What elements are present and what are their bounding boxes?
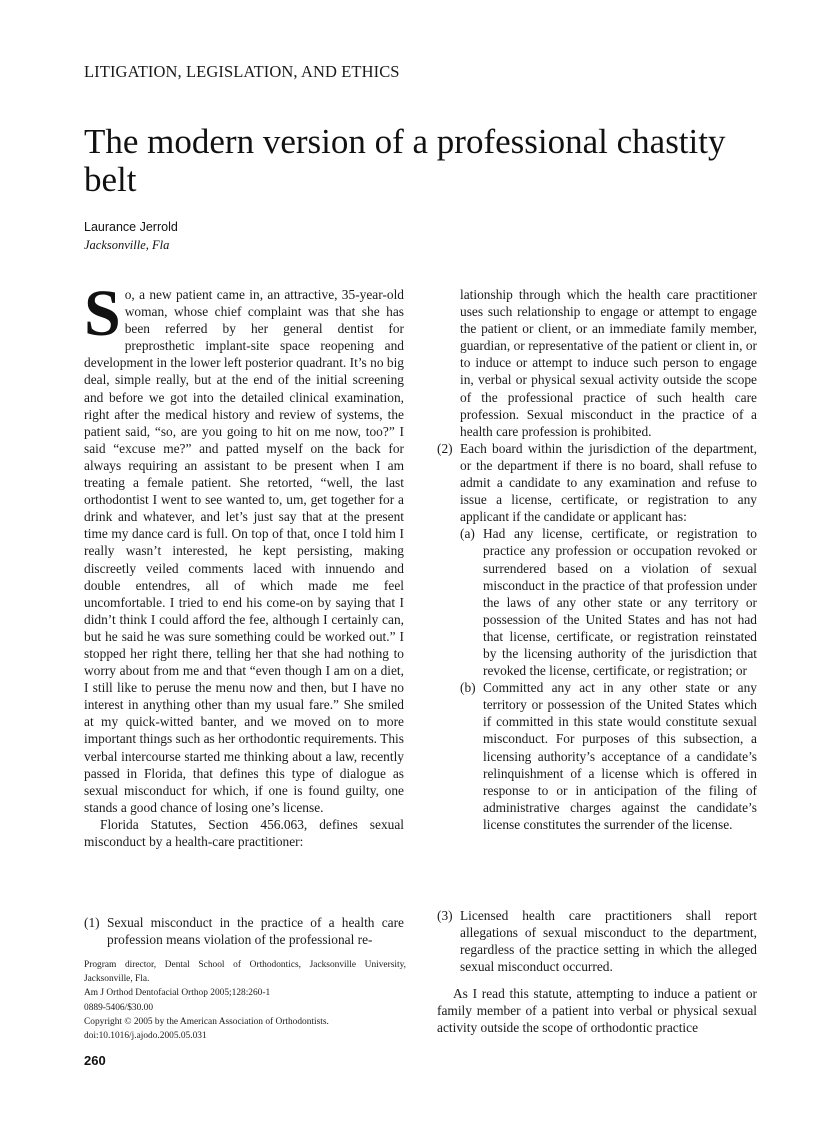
item-text: Each board within the jurisdiction of the department, or the department if there is no board, shall refuse to admit a candidate to any examination and refuse to issue a license, certificate, or registration to any applicant if the candidate or applicant has:: [460, 440, 757, 525]
author-location: Jacksonville, Fla: [84, 238, 170, 252]
statute-subitem: [460, 679, 757, 833]
footnote-doi: doi:10.1016/j.ajodo.2005.05.031: [84, 1031, 207, 1042]
subitem-text: Had any license, certificate, or registration to practice any profession or occupation revoked or surrendered based on a violation of sexual misconduct in the practice of that profession under the laws of any other state or any territory or possession of the United States and has not had that license, certificate, or registration reinstated by the licensing authority of the jurisdiction that revoked the license, certificate, or registration; or: [483, 526, 757, 679]
footnotes: [84, 958, 406, 1043]
item-number: (2): [437, 440, 453, 456]
author-name: Laurance Jerrold: [84, 220, 178, 234]
footnote-affiliation: Program director, Dental School of Orthodontics, Jacksonville University,: [84, 960, 406, 970]
subitem-text: Committed any act in any other state or any territory or possession of the United States which if committed in this state would constitute sexual misconduct. For purposes of this subsection, a licensing authority’s acceptance of a candidate’s relinquishment of a license which is offered in response to or in anticipation of the filing of administrative charges against the candidate’s license constitutes the surrender of the license.: [483, 680, 757, 832]
drop-cap: S: [84, 277, 121, 350]
subitem-letter: (a): [460, 526, 475, 542]
statute-intro: Florida Statutes, Section 456.063, defines sexual misconduct by a health-care practitioner:: [84, 816, 404, 849]
footnote-citation: Am J Orthod Dentofacial Orthop 2005;128:260-1: [84, 988, 271, 999]
intro-paragraph: [84, 277, 404, 816]
statute-item: [437, 907, 757, 975]
footnote-issn: 0889-5406/$30.00: [84, 1002, 154, 1013]
intro-paragraph-text: o, a new patient came in, an attractive, 35-year-old woman, whose chief complaint was that she has been referred by her general dentist for preprosthetic implant-site space reopening and development in the lower left posterior quadrant. It’s no big deal, simple really, but at the end of the initial screening and before we got into the detailed clinical examination, right after the medical history and review of systems, the patient said, “so, are you going to hit on me now, too?” I said “excuse me?” and patted myself on the back for always requiring an assistant to be present when I am treating a female patient. She retorted, “well, the last orthodontist I went to see wanted to, um, get together for a drink and whatever, and let’s just say that at the present time my dance card is full. On top of that, once I told him I really wasn’t interested, he kept persisting, making discreetly veiled comments laced with innuendo and double entendres, all of which made me feel uncomfortable. I tried to end his come-on by saying that I didn’t think I could afford the fee, although I certainly can, but he said he was sure something could be worked out.” I stopped her right there, telling her that she had nothing to worry about from me and that “even though I am on a diet, I still like to peruse the menu now and then, but I have no interest in anything other than my usual fare.” She smiled at my quick-witted banter, and we moved on to more important things such as her orthodontic requirements. This verbal intercourse started me thinking about a law, recently passed in Florida, that defines this type of dialogue as sexual misconduct for which, if one is found guilty, one stands a good chance of losing one’s license.: [84, 287, 404, 815]
statute-item-1-start: [84, 914, 404, 948]
statute-item: [84, 914, 404, 948]
footnote-affiliation-cont: Jacksonville, Fla.: [84, 974, 150, 985]
page-number: 260: [84, 1053, 106, 1068]
section-header: LITIGATION, LEGISLATION, AND ETHICS: [84, 62, 400, 81]
closing-paragraph: [437, 985, 757, 1036]
footnote-copyright: Copyright © 2005 by the American Association of Orthodontists.: [84, 1016, 329, 1027]
closing-paragraph-text: As I read this statute, attempting to induce a patient or family member of a patient into verbal or physical sexual activity outside the scope of orthodontic practice: [437, 986, 757, 1036]
statute-item-3: [437, 907, 757, 975]
left-column: [84, 277, 404, 850]
item-number: (1): [84, 915, 100, 930]
item-text: Sexual misconduct in the practice of a health care profession means violation of the professional re-: [107, 915, 404, 948]
article-title: The modern version of a professional chastity belt: [84, 122, 726, 199]
item-text: Licensed health care practitioners shall report allegations of sexual misconduct to the department, regardless of the practice setting in which the alleged sexual misconduct occurred.: [460, 908, 757, 975]
subitem-letter: (b): [460, 680, 476, 696]
item-number: (3): [437, 908, 453, 923]
right-column: [437, 286, 757, 833]
statute-item-1-continued: lationship through which the health care practitioner uses such relationship to engage or attempt to engage the patient or client, or an immediate family member, guardian, or representative of the patient or client in, or to induce or attempt to induce such person to engage in, verbal or physical sexual activity outside the scope of the professional practice of such health care profession. Sexual misconduct in the practice of a health care profession is prohibited.: [460, 287, 757, 439]
statute-item: [437, 440, 757, 833]
statute-subitem: [460, 525, 757, 679]
